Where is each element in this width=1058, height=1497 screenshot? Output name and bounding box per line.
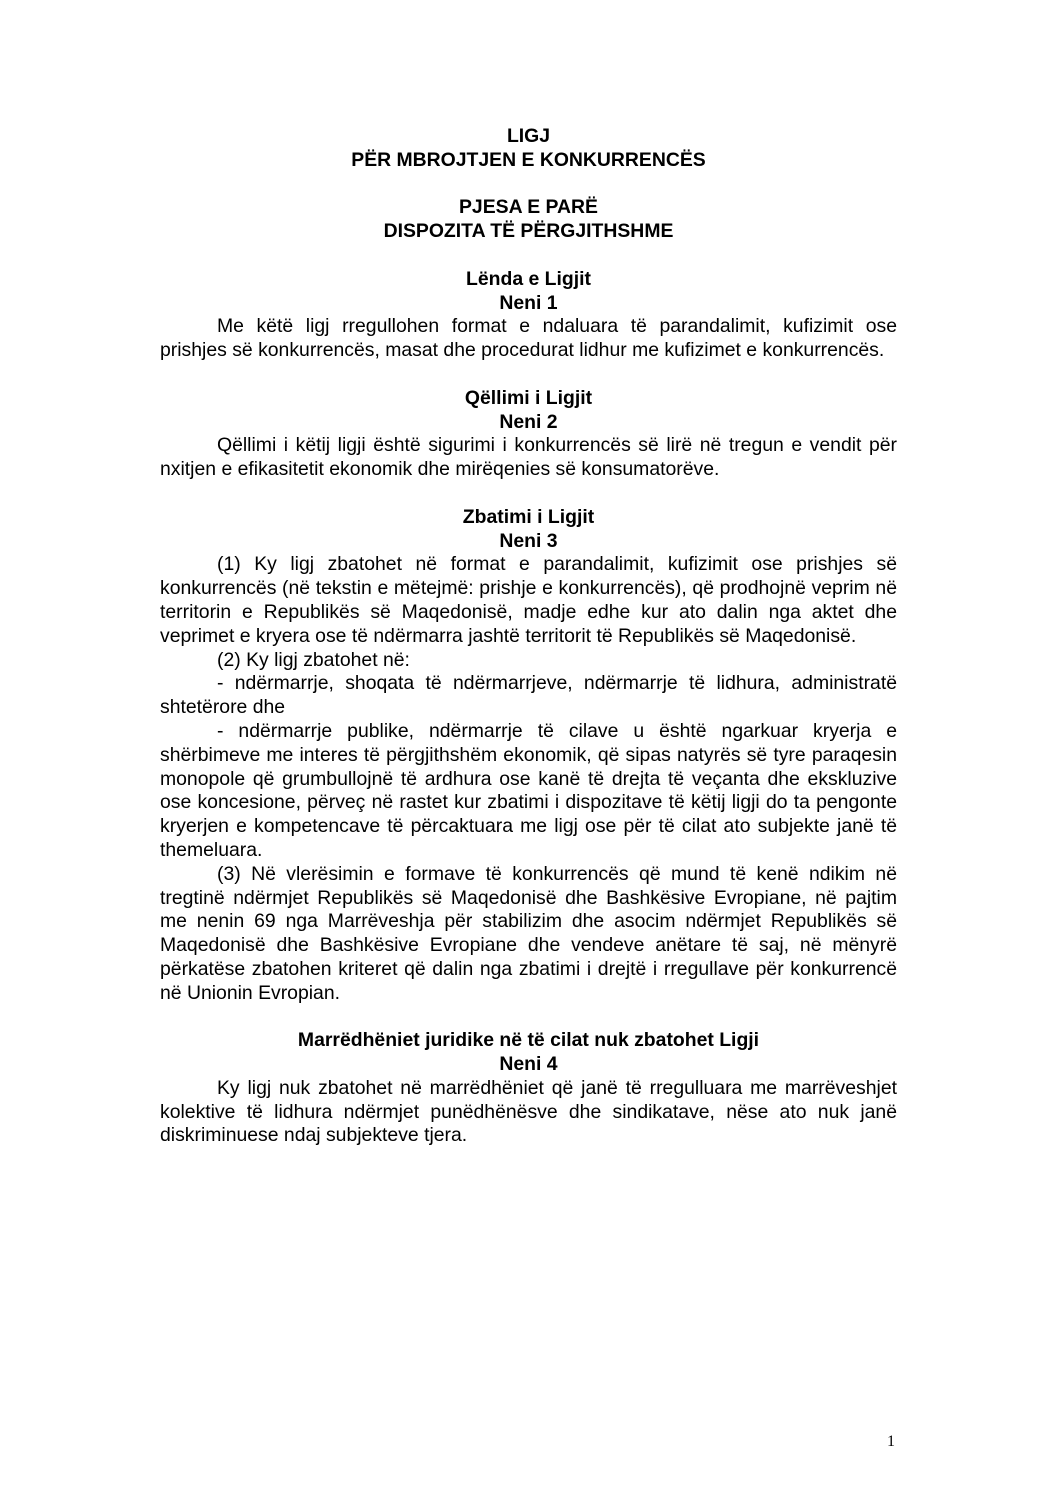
article-paragraph: (3) Në vlerësimin e formave të konkurrencës që mund të kenë ndikim në tregtinë ndërmjet Republikës së Maqedonisë dhe Bashkësive Evropiane, në pajtim me nenin 69 nga Marrëveshja për stabilizim dhe asocim ndërmjet Republikës së Maqedonisë dhe Bashkësive Evropiane dhe vendeve anëtare të saj, në mënyrë përkatëse zbatohen kriteret që dalin nga zbatimi i drejtë i rregullave për konkurrencë në Unionin Evropian. — [160, 862, 897, 1004]
spacer — [160, 363, 897, 387]
article-1 — [160, 268, 897, 363]
spacer — [160, 244, 897, 268]
spacer — [160, 482, 897, 506]
law-subtitle: PËR MBROJTJEN E KONKURRENCËS — [351, 148, 706, 171]
article-number: Neni 3 — [499, 529, 558, 552]
part-title: PJESA E PARË — [458, 196, 598, 219]
article-list-item: - ndërmarrje, shoqata të ndërmarrjeve, ndërmarrje të lidhura, administratë shtetërore dhe — [160, 672, 897, 719]
article-heading: Qëllimi i Ligjit — [464, 386, 593, 409]
spacer — [160, 1005, 897, 1029]
document-body — [160, 125, 897, 1148]
article-paragraph: (2) Ky ligj zbatohet në: — [217, 648, 410, 671]
article-number: Neni 1 — [499, 291, 558, 314]
article-paragraph: (1) Ky ligj zbatohet në format e parandalimit, kufizimit ose prishjes së konkurrencës (në tekstin e mëtejmë: prishje e konkurrencës), që prodhojnë veprim në territorin e Republikës së Maqedonisë, madje edhe kur ato dalin nga aktet dhe veprimet e kryera ose të ndërmarra jashtë territorit të Republikës së Maqedonisë. — [160, 553, 897, 647]
article-heading: Lënda e Ligjit — [466, 267, 591, 290]
article-paragraph: Me këtë ligj rregullohen format e ndaluara të parandalimit, kufizimit ose prishjes së konkurrencës, masat dhe procedurat lidhur me kufizimet e konkurrencës. — [160, 315, 897, 362]
article-heading: Marrëdhëniet juridike në të cilat nuk zbatohet Ligji — [297, 1029, 760, 1052]
article-number: Neni 2 — [499, 410, 558, 433]
spacer — [160, 173, 897, 197]
page-number: 1 — [887, 1433, 895, 1450]
article-list-item: - ndërmarrje publike, ndërmarrje të cilave u është ngarkuar kryerja e shërbimeve me interes të përgjithshëm ekonomik, që sipas natyrës së tyre paraqesin monopole që grumbullojnë të ardhura ose kanë të drejta të veçanta dhe ekskluzive ose koncesione, përveç në rastet kur zbatimi i dispozitave të këtij ligji do ta pengonte kryerjen e kompetencave të përcaktuara me ligj ose për të cilat ato subjekte janë të themeluara. — [160, 719, 897, 861]
article-number: Neni 4 — [499, 1053, 558, 1076]
part-subtitle: DISPOZITA TË PËRGJITHSHME — [383, 220, 674, 243]
article-4 — [160, 1029, 897, 1148]
article-3 — [160, 506, 897, 1006]
article-paragraph: Qëllimi i këtij ligji është sigurimi i konkurrencës së lirë në tregun e vendit për nxitjen e efikasitetit ekonomik dhe mirëqenies së konsumatorëve. — [160, 434, 897, 481]
article-paragraph: Ky ligj nuk zbatohet në marrëdhëniet që janë të rregulluara me marrëveshjet kolektive të lidhura ndërmjet punëdhënësve dhe sindikatave, nëse ato nuk janë diskriminuese ndaj subjekteve tjera. — [160, 1076, 897, 1147]
article-2 — [160, 387, 897, 482]
law-title: LIGJ — [506, 125, 551, 147]
article-heading: Zbatimi i Ligjit — [462, 505, 595, 528]
